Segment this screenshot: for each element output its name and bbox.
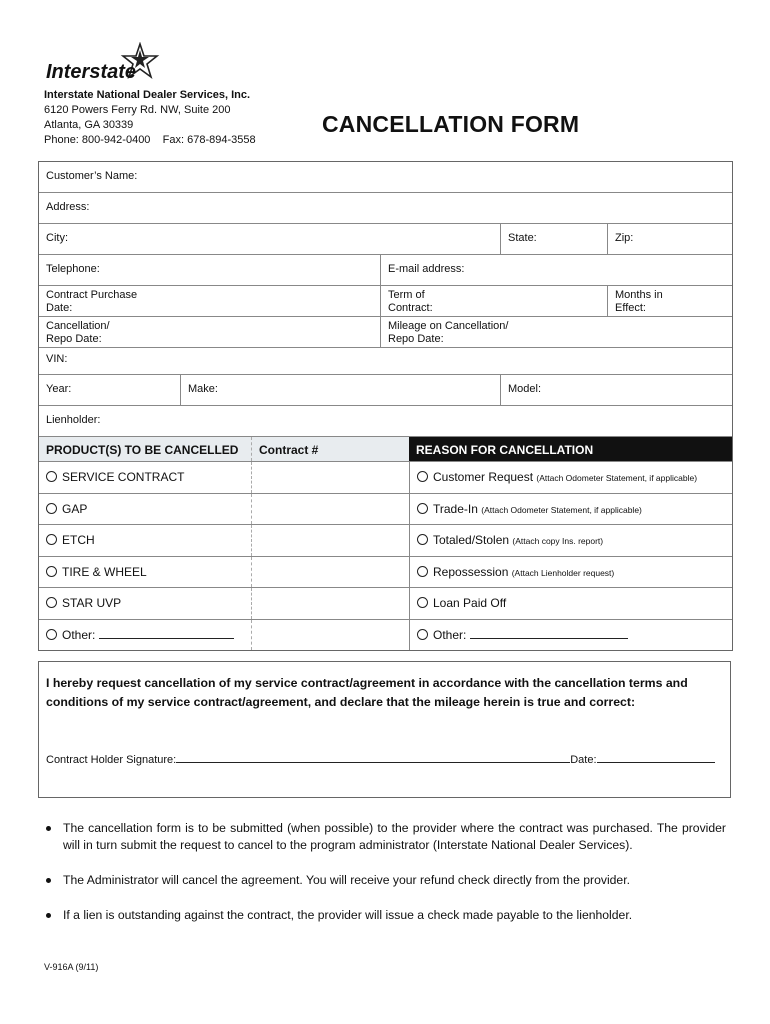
contract-number-field[interactable] — [251, 462, 409, 493]
telephone-field[interactable]: Telephone: — [46, 263, 100, 275]
contract-number-header: Contract # — [251, 437, 409, 461]
radio-circle-icon[interactable] — [46, 471, 57, 482]
product-option-other[interactable]: Other: — [39, 620, 251, 651]
radio-circle-icon[interactable] — [417, 629, 428, 640]
cancellation-date-field[interactable]: Cancellation/ Repo Date: — [46, 320, 110, 345]
product-option[interactable]: ETCH — [39, 525, 251, 556]
contract-number-field[interactable] — [251, 620, 409, 651]
other-reason-line[interactable] — [470, 628, 628, 639]
list-item: If a lien is outstanding against the contract, the provider will issue a check made payable to the lienholder. — [46, 907, 726, 924]
customer-name-field[interactable]: Customer’s Name: — [46, 170, 138, 182]
contract-number-field[interactable] — [251, 494, 409, 525]
form-code: V-916A (9/11) — [44, 962, 99, 972]
reason-option[interactable]: Totaled/Stolen (Attach copy Ins. report) — [409, 525, 732, 556]
lienholder-field[interactable]: Lienholder: — [46, 414, 101, 426]
radio-circle-icon[interactable] — [417, 597, 428, 608]
product-row — [39, 525, 732, 557]
contract-number-field[interactable] — [251, 557, 409, 588]
list-item: The cancellation form is to be submitted (when possible) to the provider where the contract was purchased. The provider will in turn submit the request to cancel to the program administrator (Interstate National Dealer Services). — [46, 820, 726, 854]
radio-circle-icon[interactable] — [46, 566, 57, 577]
list-item: The Administrator will cancel the agreement. You will receive your refund check directly from the provider. — [46, 872, 726, 889]
mileage-field[interactable]: Mileage on Cancellation/ Repo Date: — [380, 317, 732, 347]
company-name: Interstate National Dealer Services, Inc. — [44, 89, 251, 101]
term-of-contract-field[interactable]: Term of Contract: — [380, 286, 607, 316]
company-address2: Atlanta, GA 30339 — [44, 119, 134, 131]
company-logo — [44, 42, 174, 86]
company-address1: 6120 Powers Ferry Rd. NW, Suite 200 — [44, 104, 231, 116]
bullet-icon — [46, 913, 51, 918]
contract-number-field[interactable] — [251, 588, 409, 619]
customer-form — [38, 161, 733, 651]
other-product-line[interactable] — [99, 628, 234, 639]
radio-circle-icon[interactable] — [46, 534, 57, 545]
product-row — [39, 494, 732, 526]
zip-field[interactable]: Zip: — [607, 224, 732, 254]
signature-row: Contract Holder Signature: Date: — [46, 752, 715, 766]
contract-number-field[interactable] — [251, 525, 409, 556]
reason-option[interactable]: Loan Paid Off — [409, 588, 732, 619]
model-field[interactable]: Model: — [500, 375, 732, 405]
product-option[interactable]: GAP — [39, 494, 251, 525]
make-field[interactable]: Make: — [180, 375, 500, 405]
months-in-effect-field[interactable]: Months in Effect: — [607, 286, 732, 316]
products-header-label: PRODUCT(S) TO BE CANCELLED — [39, 437, 251, 461]
products-header — [39, 437, 732, 462]
bullet-icon — [46, 878, 51, 883]
reason-header: REASON FOR CANCELLATION — [409, 437, 732, 461]
reason-option[interactable]: Trade-In (Attach Odometer Statement, if applicable) — [409, 494, 732, 525]
page-title: CANCELLATION FORM — [322, 111, 580, 137]
radio-circle-icon[interactable] — [46, 629, 57, 640]
company-contact — [44, 133, 256, 148]
reason-option-other[interactable]: Other: — [409, 620, 732, 651]
radio-circle-icon[interactable] — [417, 471, 428, 482]
product-row — [39, 557, 732, 589]
vin-field[interactable]: VIN: — [46, 353, 68, 365]
signature-line[interactable] — [176, 752, 570, 763]
product-option[interactable]: STAR UVP — [39, 588, 251, 619]
address-field[interactable]: Address: — [46, 201, 90, 213]
company-info — [44, 88, 256, 148]
product-row — [39, 462, 732, 494]
city-field[interactable]: City: — [46, 232, 68, 244]
radio-circle-icon[interactable] — [46, 597, 57, 608]
company-phone: Phone: 800-942-0400 — [44, 134, 151, 146]
product-row — [39, 620, 732, 651]
reason-option[interactable]: Repossession (Attach Lienholder request) — [409, 557, 732, 588]
company-fax: Fax: 678-894-3558 — [162, 134, 256, 146]
state-field[interactable]: State: — [500, 224, 607, 254]
radio-circle-icon[interactable] — [417, 534, 428, 545]
instructions-list — [46, 820, 726, 942]
bullet-icon — [46, 826, 51, 831]
product-row — [39, 588, 732, 620]
product-option[interactable]: SERVICE CONTRACT — [39, 462, 251, 493]
contract-purchase-date-field[interactable]: Contract Purchase Date: — [46, 289, 138, 314]
reason-option[interactable]: Customer Request (Attach Odometer Statement, if applicable) — [409, 462, 732, 493]
declaration-box — [38, 661, 731, 798]
radio-circle-icon[interactable] — [46, 503, 57, 514]
declaration-text: I hereby request cancellation of my service contract/agreement in accordance with the cancellation terms and conditions of my service contract/agreement, and declare that the mileage herein is true and correct: — [46, 676, 688, 709]
date-line[interactable] — [597, 752, 715, 763]
radio-circle-icon[interactable] — [417, 503, 428, 514]
year-field[interactable]: Year: — [46, 383, 72, 395]
logo-text: Interstate — [46, 61, 137, 83]
radio-circle-icon[interactable] — [417, 566, 428, 577]
product-option[interactable]: TIRE & WHEEL — [39, 557, 251, 588]
email-field[interactable]: E-mail address: — [380, 255, 732, 285]
